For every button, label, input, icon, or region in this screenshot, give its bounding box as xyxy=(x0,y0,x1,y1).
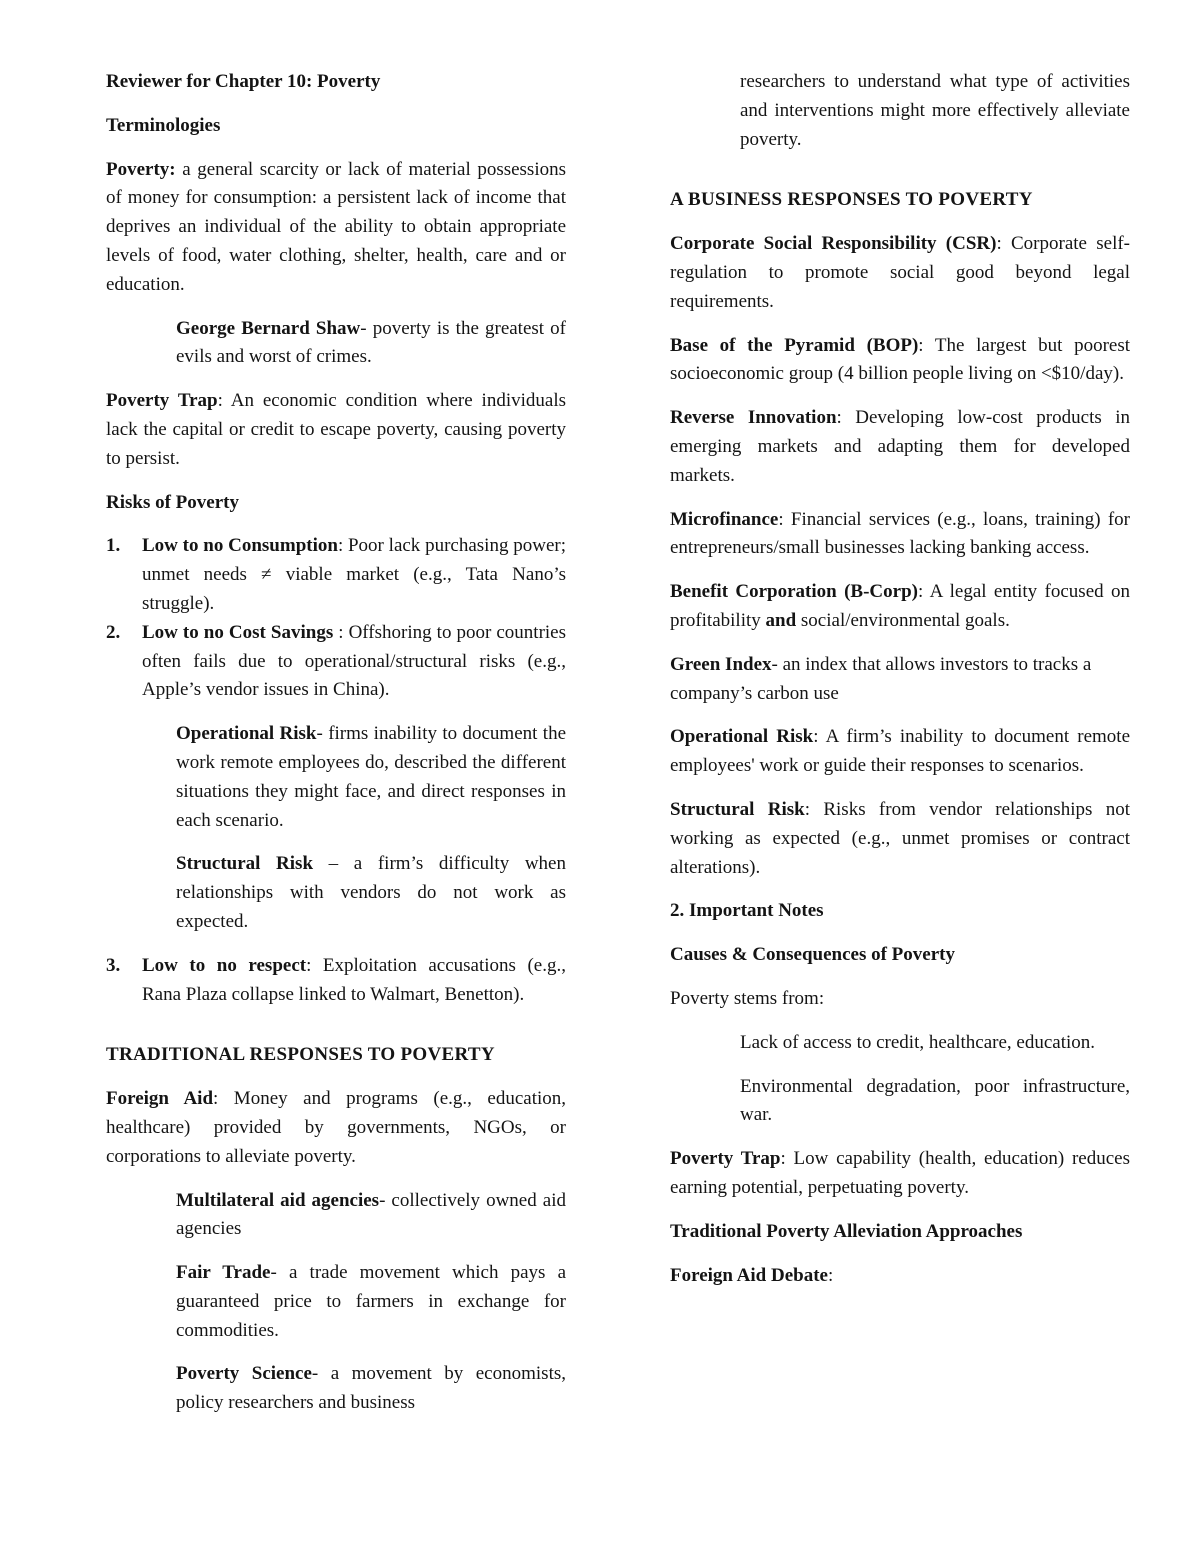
poverty-science-continued: researchers to understand what type of activities and interventions might more effectively alleviate poverty. xyxy=(740,71,1130,150)
fair-trade-definition: Fair Trade- a trade movement which pays a guaranteed price to farmers in exchange for commodities. xyxy=(176,1262,566,1341)
poverty-definition: Poverty: a general scarcity or lack of material possessions of money for consumption: a persistent lack of income that deprives an individual of the ability to obtain appropriate levels of food, water clothing, shelter, health, care and or education. xyxy=(106,158,566,295)
term-label: Poverty Trap xyxy=(670,1148,781,1170)
traditional-responses-heading: TRADITIONAL RESPONSES TO POVERTY xyxy=(106,1044,495,1066)
list-item: 3. Low to no respect: Exploitation accusations (e.g., Rana Plaza collapse linked to Walmart, Benetton). xyxy=(106,954,566,1005)
csr-definition: Corporate Social Responsibility (CSR): Corporate self-regulation to promote social good beyond legal requirements. xyxy=(670,233,1130,312)
foreign-aid-definition: Foreign Aid: Money and programs (e.g., education, healthcare) provided by governments, NGOs, or corporations to alleviate poverty. xyxy=(106,1088,566,1167)
term-label: Foreign Aid xyxy=(106,1088,214,1110)
b-corp-definition: Benefit Corporation (B-Corp): A legal entity focused on profitability and social/environmental goals. xyxy=(670,581,1130,631)
risks-list-continued xyxy=(106,952,566,1010)
term-label: Poverty Science xyxy=(176,1363,312,1385)
terminologies-heading: Terminologies xyxy=(106,114,221,136)
poverty-trap-note: Poverty Trap: Low capability (health, education) reduces earning potential, perpetuating poverty. xyxy=(670,1148,1130,1198)
term-label: Multilateral aid agencies xyxy=(176,1189,380,1211)
multilateral-aid-definition: Multilateral aid agencies- collectively owned aid agencies xyxy=(176,1189,566,1240)
structural-risk-note: Structural Risk – a firm’s difficulty when relationships with vendors do not work as expected. xyxy=(176,853,566,932)
cause-item: Environmental degradation, poor infrastructure, war. xyxy=(740,1075,1130,1126)
bop-definition: Base of the Pyramid (BOP): The largest but poorest socioeconomic group (4 billion people living on <$10/day). xyxy=(670,334,1130,385)
term-label: Microfinance xyxy=(670,508,779,530)
structural-risk-definition: Structural Risk: Risks from vendor relationships not working as expected (e.g., unmet promises or contract alterations). xyxy=(670,798,1130,878)
term-label: Corporate Social Responsibility (CSR) xyxy=(670,233,997,255)
term-label: Structural Risk xyxy=(176,853,314,875)
important-notes-heading: 2. Important Notes xyxy=(670,900,824,922)
term-label: Benefit Corporation (B-Corp) xyxy=(670,581,918,603)
operational-risk-definition: Operational Risk: A firm’s inability to document remote employees' work or guide their responses to scenarios. xyxy=(670,726,1131,777)
left-column xyxy=(106,68,566,1433)
list-item: 1. Low to no Consumption: Poor lack purchasing power; unmet needs ≠ viable market (e.g., Tata Nano’s struggle). xyxy=(106,535,566,614)
term-label: Operational Risk xyxy=(670,726,814,748)
causes-heading: Causes & Consequences of Poverty xyxy=(670,944,955,966)
term-label: George Bernard Shaw xyxy=(176,317,361,339)
poverty-trap-definition: Poverty Trap: An economic condition where individuals lack the capital or credit to escape poverty, causing poverty to persist. xyxy=(106,390,566,469)
term-label: Foreign Aid Debate xyxy=(670,1264,828,1286)
term-label: Base of the Pyramid (BOP) xyxy=(670,334,919,356)
shaw-quote: George Bernard Shaw- poverty is the greatest of evils and worst of crimes. xyxy=(176,317,567,368)
microfinance-definition: Microfinance: Financial services (e.g., loans, training) for entrepreneurs/small businesses lacking banking access. xyxy=(670,508,1130,559)
term-label: Reverse Innovation xyxy=(670,407,837,429)
term-label: Fair Trade xyxy=(176,1262,271,1284)
operational-risk-note: Operational Risk- firms inability to document the work remote employees do, described the different situations they might face, and direct responses in each scenario. xyxy=(176,723,566,831)
term-label: Green Index xyxy=(670,653,772,675)
cause-item: Lack of access to credit, healthcare, education. xyxy=(740,1031,1096,1053)
risks-list xyxy=(106,532,566,705)
poverty-science-definition: Poverty Science- a movement by economists, policy researchers and business xyxy=(176,1363,566,1414)
foreign-aid-debate: Foreign Aid Debate: xyxy=(670,1264,834,1286)
document-title: Reviewer for Chapter 10: Poverty xyxy=(106,71,381,92)
risks-heading: Risks of Poverty xyxy=(106,491,239,513)
reverse-innovation-definition: Reverse Innovation: Developing low-cost products in emerging markets and adapting them for developed markets. xyxy=(670,407,1130,486)
stems-intro: Poverty stems from: xyxy=(670,987,825,1009)
business-responses-heading: A BUSINESS RESPONSES TO POVERTY xyxy=(670,189,1033,211)
right-column xyxy=(670,68,1130,1305)
list-item: 2. Low to no Cost Savings : Offshoring to poor countries often fails due to operational/structural risks (e.g., Apple’s vendor issues in China). xyxy=(106,621,566,701)
term-label: Operational Risk xyxy=(176,723,317,745)
term-label: Poverty Trap xyxy=(106,390,218,412)
traditional-approaches-heading: Traditional Poverty Alleviation Approaches xyxy=(670,1220,1023,1242)
term-label: Structural Risk xyxy=(670,798,805,820)
green-index-definition: Green Index- an index that allows investors to tracks a company’s carbon use xyxy=(670,653,1092,704)
term-label: Poverty: xyxy=(106,158,176,180)
